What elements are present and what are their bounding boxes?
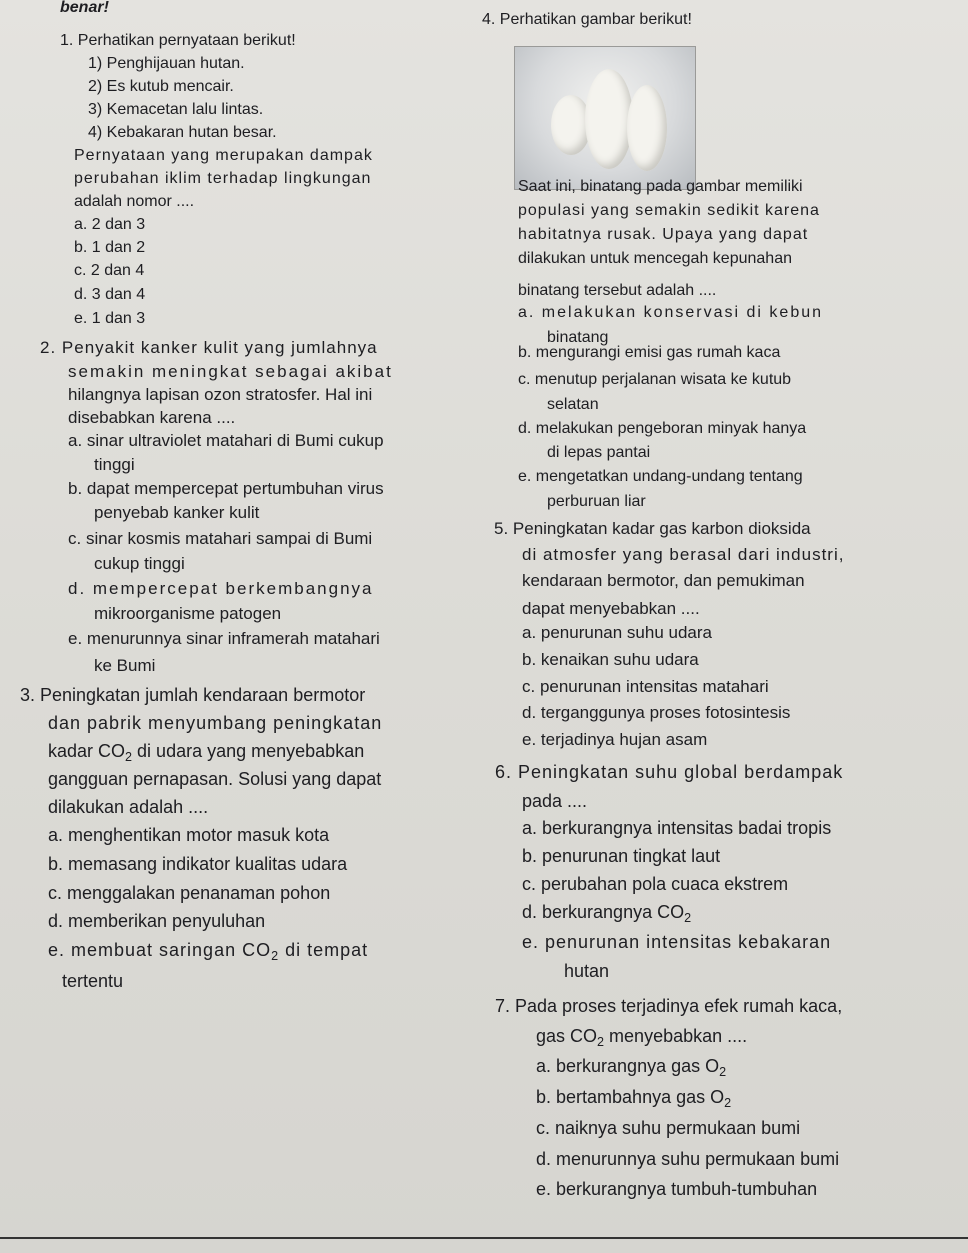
q4-option-a: a. melakukan konservasi di kebun [518, 304, 824, 321]
q4-option-d: d. melakukan pengeboran minyak hanya [518, 420, 807, 437]
polar-bear-figure [585, 69, 633, 169]
q6-stem: 6. Peningkatan suhu global berdampak [495, 762, 844, 782]
q2-option-c: c. sinar kosmis matahari sampai di Bumi [68, 529, 373, 548]
header-text: benar! [60, 0, 109, 16]
q3-stem-line: dilakukan adalah .... [48, 797, 209, 817]
q5-stem-line: dapat menyebabkan .... [522, 599, 700, 618]
q4-option-d-cont: di lepas pantai [547, 444, 651, 461]
q2-option-e-cont: ke Bumi [94, 656, 156, 675]
q3-option-e-cont: tertentu [62, 971, 124, 991]
q2-option-b: b. dapat mempercepat pertumbuhan virus [68, 479, 384, 498]
q5-stem-line: kendaraan bermotor, dan pemukiman [522, 571, 805, 590]
q2-stem-line: disebabkan karena .... [68, 408, 236, 427]
q5-option-c: c. penurunan intensitas matahari [522, 677, 769, 696]
q1-option-c: c. 2 dan 4 [74, 262, 145, 279]
q7-option-b: b. bertambahnya gas $O_2$ [536, 1087, 732, 1110]
q7-option-d: d. menurunnya suhu permukaan bumi [536, 1149, 840, 1169]
q3-stem-line: gangguan pernapasan. Solusi yang dapat [48, 769, 382, 789]
q5-option-b: b. kenaikan suhu udara [522, 650, 699, 669]
bottom-divider [0, 1237, 968, 1239]
q2-option-a: a. sinar ultraviolet matahari di Bumi cukup [68, 431, 384, 450]
q2-option-a-cont: tinggi [94, 455, 135, 474]
q1-stem: 1. Perhatikan pernyataan berikut! [60, 32, 296, 49]
q6-stem-line: pada .... [522, 791, 588, 811]
q1-option-a: a. 2 dan 3 [74, 216, 146, 233]
q6-option-e-cont: hutan [564, 961, 610, 981]
q5-stem-line: di atmosfer yang berasal dari industri, [522, 545, 845, 564]
q6-option-a: a. berkurangnya intensitas badai tropis [522, 818, 832, 838]
q2-stem-line: hilangnya lapisan ozon stratosfer. Hal ini [68, 385, 373, 404]
q4-option-b: b. mengurangi emisi gas rumah kaca [518, 344, 781, 361]
q4-stem-line: Saat ini, binatang pada gambar memiliki [518, 178, 803, 195]
q1-statement: 1) Penghijauan hutan. [88, 55, 245, 72]
q3-stem: 3. Peningkatan jumlah kendaraan bermotor [20, 685, 366, 705]
q2-option-b-cont: penyebab kanker kulit [94, 503, 260, 522]
q1-question: adalah nomor .... [74, 193, 195, 210]
q4-option-c-cont: selatan [547, 396, 599, 413]
q1-option-d: d. 3 dan 4 [74, 286, 146, 303]
polar-bears-image [514, 46, 696, 190]
q2-option-c-cont: cukup tinggi [94, 554, 185, 573]
q3-option-e: e. membuat saringan $CO_2$ di tempat [48, 940, 369, 963]
q6-option-d: d. berkurangnya $CO_2$ [522, 902, 692, 925]
q5-option-e: e. terjadinya hujan asam [522, 730, 708, 749]
q4-stem-line: binatang tersebut adalah .... [518, 282, 717, 299]
q1-option-b: b. 1 dan 2 [74, 239, 146, 256]
polar-bear-figure [627, 85, 667, 171]
q4-stem-line: dilakukan untuk mencegah kepunahan [518, 250, 792, 267]
q3-stem-line-co2: kadar $CO_2$ di udara yang menyebabkan [48, 741, 365, 764]
q1-statement: 2) Es kutub mencair. [88, 78, 234, 95]
q4-option-c: c. menutup perjalanan wisata ke kutub [518, 371, 792, 388]
q4-stem-line: populasi yang semakin sedikit karena [518, 202, 820, 219]
q3-stem-line: dan pabrik menyumbang peningkatan [48, 713, 383, 733]
q6-option-b: b. penurunan tingkat laut [522, 846, 721, 866]
q2-stem: 2. Penyakit kanker kulit yang jumlahnya [40, 338, 378, 357]
q2-stem-line: semakin meningkat sebagai akibat [68, 362, 393, 381]
q2-option-d: d. mempercepat berkembangnya [68, 579, 374, 598]
q3-option-c: c. menggalakan penanaman pohon [48, 883, 331, 903]
q4-option-e: e. mengetatkan undang-undang tentang [518, 468, 803, 485]
q1-question: perubahan iklim terhadap lingkungan [74, 170, 372, 187]
q6-option-c: c. perubahan pola cuaca ekstrem [522, 874, 789, 894]
q5-option-d: d. terganggunya proses fotosintesis [522, 703, 791, 722]
q4-stem: 4. Perhatikan gambar berikut! [482, 11, 692, 28]
q5-stem: 5. Peningkatan kadar gas karbon dioksida [494, 519, 811, 538]
q7-stem-line-co2: gas $CO_2$ menyebabkan .... [536, 1026, 748, 1049]
q1-option-e: e. 1 dan 3 [74, 310, 146, 327]
q1-statement: 4) Kebakaran hutan besar. [88, 124, 277, 141]
q2-option-d-cont: mikroorganisme patogen [94, 604, 282, 623]
q3-option-b: b. memasang indikator kualitas udara [48, 854, 348, 874]
q2-option-e: e. menurunnya sinar inframerah matahari [68, 629, 380, 648]
q7-stem: 7. Pada proses terjadinya efek rumah kaca, [495, 996, 843, 1016]
q7-option-c: c. naiknya suhu permukaan bumi [536, 1118, 801, 1138]
q4-option-e-cont: perburuan liar [547, 493, 646, 510]
q7-option-e: e. berkurangnya tumbuh-tumbuhan [536, 1179, 818, 1199]
q3-option-d: d. memberikan penyuluhan [48, 911, 266, 931]
q6-option-e: e. penurunan intensitas kebakaran [522, 932, 832, 952]
q4-option-a-cont: binatang [547, 329, 609, 346]
q7-option-a: a. berkurangnya gas $O_2$ [536, 1056, 727, 1079]
q1-statement: 3) Kemacetan lalu lintas. [88, 101, 264, 118]
q1-question: Pernyataan yang merupakan dampak [74, 147, 373, 164]
q3-option-a: a. menghentikan motor masuk kota [48, 825, 330, 845]
q4-stem-line: habitatnya rusak. Upaya yang dapat [518, 226, 809, 243]
q5-option-a: a. penurunan suhu udara [522, 623, 712, 642]
